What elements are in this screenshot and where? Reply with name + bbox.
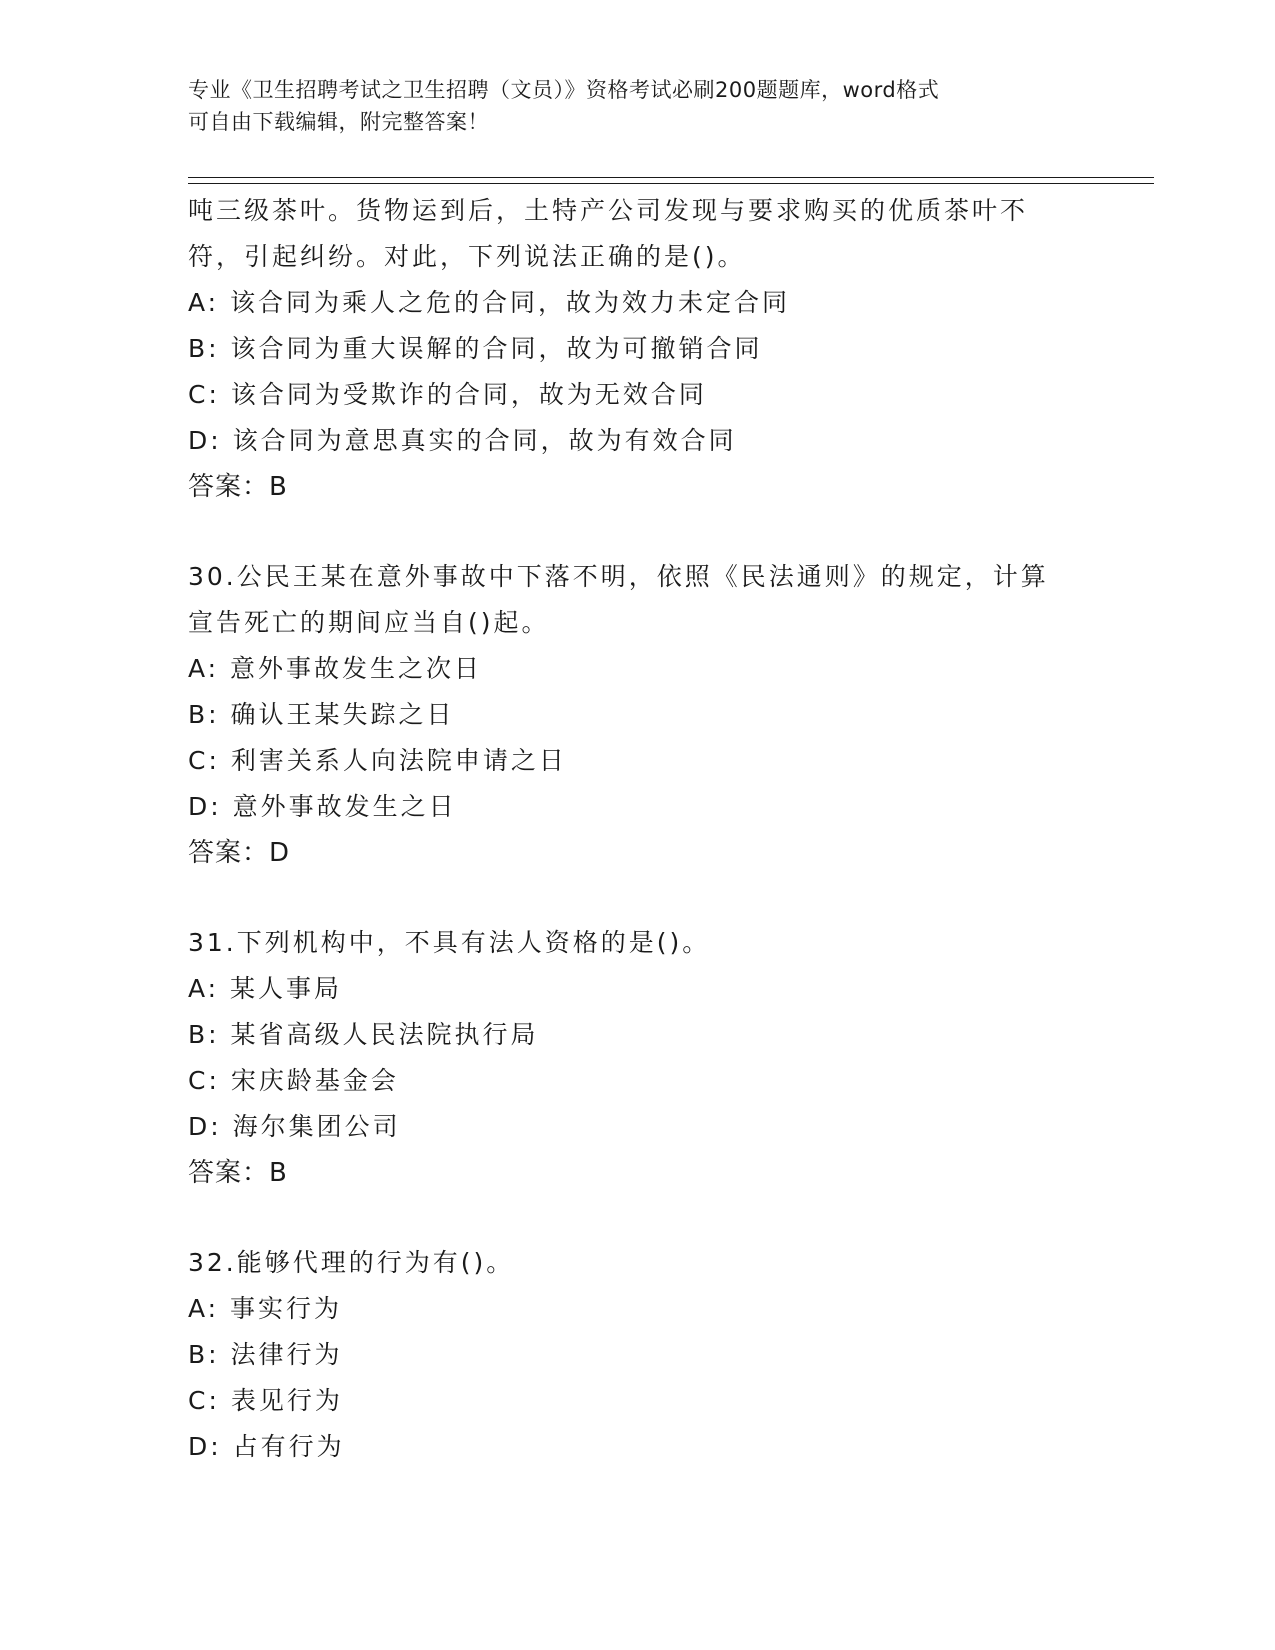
option-a: A: 事实行为 [188,1294,343,1323]
option-a: A: 该合同为乘人之危的合同，故为效力未定合同 [188,288,791,317]
question-stem-line: 31.下列机构中，不具有法人资格的是()。 [188,928,711,957]
question-stem-line: 32.能够代理的行为有()。 [188,1248,515,1277]
option-d: D: 该合同为意思真实的合同，故为有效合同 [188,426,737,455]
question-29-continued [188,188,1088,510]
header-line-1: 专业《卫生招聘考试之卫生招聘（文员）》资格考试必刷200题题库，word格式 [188,78,940,102]
option-d: D: 占有行为 [188,1432,345,1461]
option-c: C: 该合同为受欺诈的合同，故为无效合同 [188,380,707,409]
option-a: A: 意外事故发生之次日 [188,654,483,683]
option-c: C: 利害关系人向法院申请之日 [188,746,567,775]
header-rule-top [188,177,1154,178]
option-c: C: 宋庆龄基金会 [188,1066,399,1095]
header-line-2: 可自由下载编辑，附完整答案！ [188,110,489,134]
answer-label: 答案：D [188,838,291,868]
option-d: D: 海尔集团公司 [188,1112,401,1141]
question-31 [188,920,1088,1196]
question-32 [188,1240,1088,1470]
option-b: B: 法律行为 [188,1340,343,1369]
option-a: A: 某人事局 [188,974,343,1003]
option-b: B: 该合同为重大误解的合同，故为可撤销合同 [188,334,763,363]
answer-label: 答案：B [188,472,288,502]
option-d: D: 意外事故发生之日 [188,792,457,821]
question-stem-line: 符，引起纠纷。对此，下列说法正确的是()。 [188,242,746,271]
question-stem-line: 吨三级茶叶。货物运到后，土特产公司发现与要求购买的优质茶叶不 [188,196,1029,225]
question-30 [188,554,1088,876]
option-b: B: 某省高级人民法院执行局 [188,1020,539,1049]
answer-label: 答案：B [188,1158,288,1188]
option-b: B: 确认王某失踪之日 [188,700,455,729]
header-rule-bottom [188,183,1154,184]
question-list [188,188,1088,1470]
document-header [188,74,1078,138]
question-stem-line: 宣告死亡的期间应当自()起。 [188,608,550,637]
question-stem-line: 30.公民王某在意外事故中下落不明，依照《民法通则》的规定，计算 [188,562,1049,591]
option-c: C: 表见行为 [188,1386,343,1415]
